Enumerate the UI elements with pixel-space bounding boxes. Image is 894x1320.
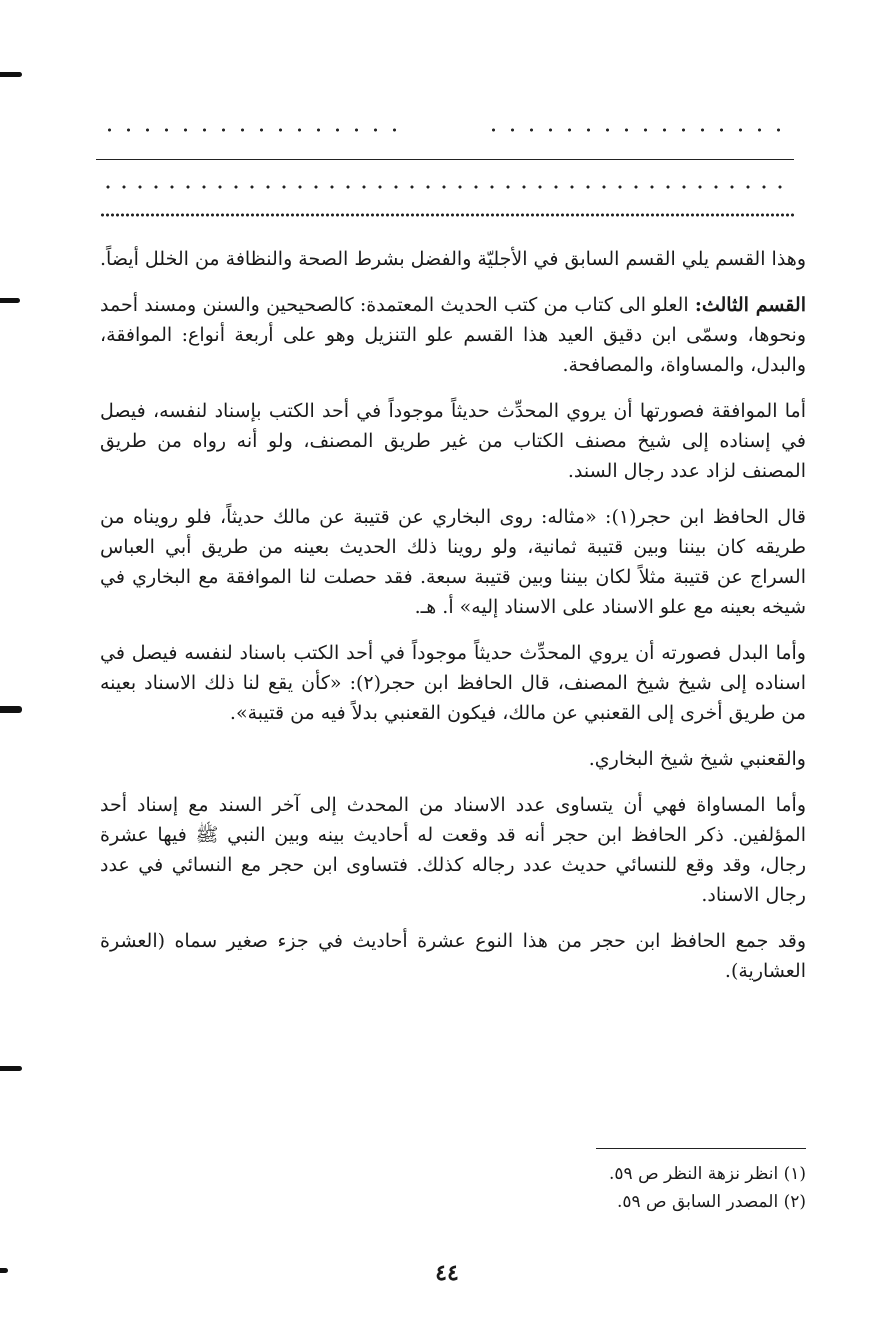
page-number: ٤٤ xyxy=(435,1260,459,1286)
dotted-line xyxy=(484,127,794,133)
paragraph-5: وأما البدل فصورته أن يروي المحدِّث حديثاً موجوداً في أحد الكتب باسناد لنفسه فيصل في اسناده إلى شيخ شيخ المصنف، قال الحافظ ابن حجر(٢): «كأن يقع لنا ذلك الاسناد بعينه من طريق أخرى إلى القعنبي عن مالك، فيكون القعنبي بدلاً فيه من قتيبة». xyxy=(100,642,806,724)
section-label: القسم الثالث: xyxy=(694,294,806,316)
footnote-2: (٢) المصدر السابق ص ٥٩. xyxy=(616,1192,806,1212)
scan-mark xyxy=(0,72,22,77)
paragraph-7: وأما المساواة فهي أن يتساوى عدد الاسناد من المحدث إلى آخر السند مع إسناد أحد المؤلفين. ذكر الحافظ ابن حجر أنه قد وقعت له أحاديث بينه وبين النبي ﷺ فيها عشرة رجال، وقد وقع للنسائي حديث عدد رجاله كذلك. فتساوى ابن حجر مع النسائي في عدد رجال الاسناد. xyxy=(100,794,806,906)
paragraph-6: والقعنبي شيخ شيخ البخاري. xyxy=(588,748,806,770)
paragraph-1: وهذا القسم يلي القسم السابق في الأجليّة والفضل بشرط الصحة والنظافة من الخلل أيضاً. xyxy=(99,248,806,270)
footnote-rule xyxy=(596,1148,806,1149)
scan-mark xyxy=(0,1066,22,1071)
dotted-line xyxy=(100,184,794,190)
paragraph-4: قال الحافظ ابن حجر(١): «مثاله: روى البخاري عن قتيبة عن مالك حديثاً، فلو رويناه من طريقه كان بيننا وبين قتيبة ثمانية، ولو روينا ذلك الحديث بعينه من طريق أبي العباس السراج عن قتيبة مثلاً لكان بيننا وبين قتيبة سبعة. فقد حصلت لنا الموافقة مع البخاري في شيخه بعينه مع علو الاسناد على الاسناد إليه» أ. هـ. xyxy=(100,506,806,618)
scan-mark xyxy=(0,706,22,713)
footnote-1: (١) انظر نزهة النظر ص ٥٩. xyxy=(609,1164,806,1184)
paragraph-2-text: العلو الى كتاب من كتب الحديث المعتمدة: كالصحيحين والسنن ومسند أحمد ونحوها، وسمّى ابن دقيق العيد هذا القسم علو التنزيل وهو على أربعة أنواع: الموافقة، والبدل، والمساواة، والمصافحة. xyxy=(100,294,806,376)
footnotes xyxy=(400,1160,806,1216)
paragraph-2 xyxy=(100,290,806,380)
dotted-line-dense xyxy=(100,212,794,218)
dotted-line xyxy=(100,127,406,133)
header-rule xyxy=(96,159,794,160)
scan-mark xyxy=(0,298,20,303)
paragraph-3: أما الموافقة فصورتها أن يروي المحدِّث حديثاً موجوداً في أحد الكتب بإسناد لنفسه، فيصل في إسناده إلى شيخ مصنف الكتاب من غير طريق المصنف، ولو أنه رواه من طريق المصنف لزاد عدد رجال السند. xyxy=(100,400,806,482)
paragraph-8: وقد جمع الحافظ ابن حجر من هذا النوع عشرة أحاديث في جزء صغير سماه (العشرة العشارية). xyxy=(100,930,806,982)
body-text xyxy=(100,244,806,986)
